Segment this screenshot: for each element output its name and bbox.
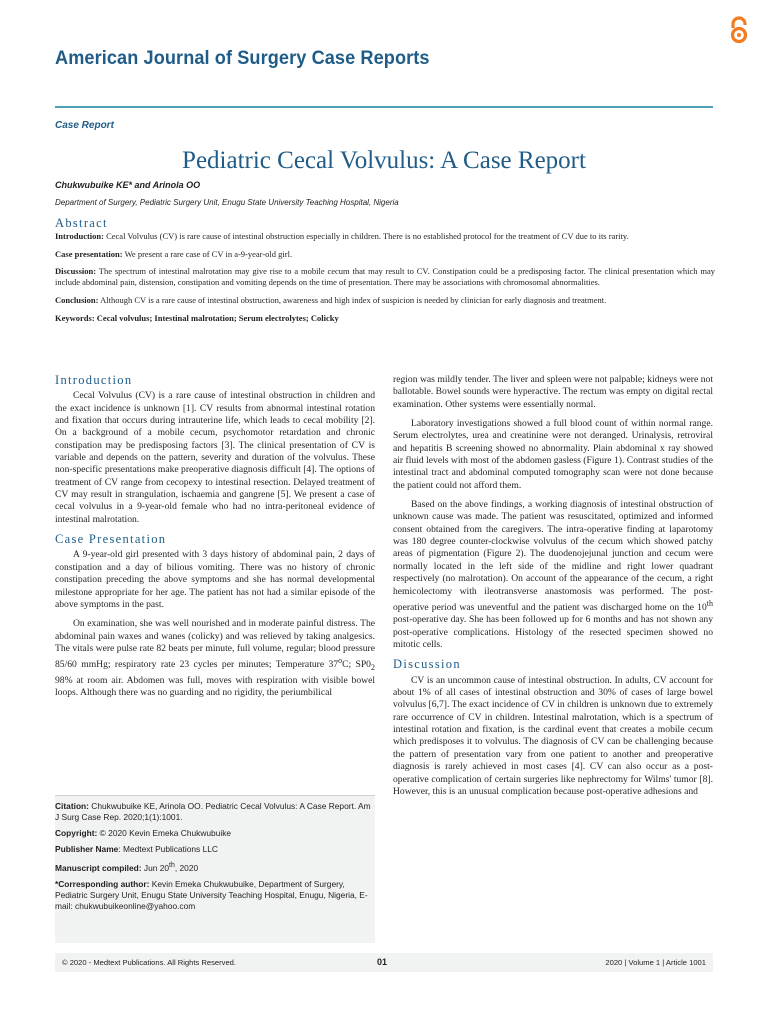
abstract-discussion-text: The spectrum of intestinal malrotation may give rise to a mobile cecum that may result to CV. Constipation could be a predisposing factor. The clinical presentation which may include abdominal pain, distension, constipation and vomiting depends on the time of presentation. There may be associations with chromosomal abnormalities. [55,266,715,288]
compiled-label: Manuscript compiled: [55,863,142,874]
footer [55,953,713,972]
article-title: Pediatric Cecal Volvulus: A Case Report [182,147,586,174]
corresponding-label: *Corresponding author: [55,879,150,890]
case-paragraph-1: A 9-year-old girl presented with 3 days history of abdominal pain, 2 days of constipation and a day of bilious vomiting. There was no history of chronic constipation preceding the above symptoms and she has normal developmental milestone appropriate for her age. The patient has not had a similar episode of the above symptoms in the past. [55,549,375,610]
copyright [55,828,375,839]
publisher-label: Publisher Name [55,844,119,855]
diagnosis-text-b: post-operative day. She has been followed up for 6 months and has not shown any post-operative complications. Histology of the resected specimen showed no mitotic cells. [393,614,713,651]
authors: Chukwubuike KE* and Arinola OO [55,180,201,190]
laboratory-paragraph: Laboratory investigations showed a full blood count of within normal range. Serum electrolytes, urea and creatinine were not deranged. Urinalysis, retroviral and hepatitis B screening showed no abnormality. Plain abdominal x ray showed air fluid levels with most of the abdomen gasless (Figure 1). Contrast studies of the intestinal tract and abdominal computed tomography scan were not done because the patient could not afford them. [393,418,713,491]
header-rule [55,106,713,108]
abstract-conclusion [55,295,715,306]
compiled-text-b: , 2020 [174,863,199,874]
abstract-intro-label: Introduction: [55,230,104,241]
abstract-discussion-label: Discussion: [55,266,97,277]
introduction-paragraph: Cecal Volvulus (CV) is a rare cause of intestinal obstruction in children and the exact incidence is unknown [1]. CV results from abnormal intestinal rotation and fixation that occurs during intrauterine life, which leads to cecal mobility [2]. On a background of a mobile cecum, psychomotor retardation and chronic constipation may be predisposing factors [3]. The clinical presentation of CV is variable and depends on the pattern, severity and duration of the volvulus. These non-specific presentations make preoperative diagnosis difficult [4]. The options of treatment of CV range from cecopexy to intestinal resection. Delayed treatment of CV may result in strangulation, ischaemia and gangrene [5]. We present a case of cecal volvulus in a 9-year-old female who had no intra-peritoneal evidence of intestinal malrotation. [55,390,375,525]
abstract-heading: Abstract [55,216,108,230]
right-column [393,374,713,805]
abstract-conclusion-text: Although CV is a rare cause of intestinal obstruction, awareness and high index of suspicion is needed by clinician for early diagnosis and treatment. [98,294,607,305]
keywords-text: Cecal volvulus; Intestinal malrotation; Serum electrolytes; Colicky [94,312,339,323]
discussion-paragraph: CV is an uncommon cause of intestinal obstruction. In adults, CV account for about 1% of all cases of intestinal obstruction and 30% of cases of large bowel volvulus [6,7]. The exact incidence of CV in children is unknown due to extremely rare occurrence of CV in children. Intestinal malrotation, which is a spectrum of intestinal rotation and fixation, is the cardinal event that creates a mobile cecum which predisposes it to volvulus. The diagnosis of CV can be challenging because the pattern of presentation vary from one patient to another and preoperative diagnosis is rarely achieved in most cases [4]. CV can also occur as a post-operative complication of certain surgeries like nephrectomy for Wilms' tumor [8]. However, this is an unusual complication because post-operative adhesions and [393,674,713,797]
case-p2-text-b: C; SP0 [342,659,371,671]
abstract-intro-text: Cecal Volvulus (CV) is rare cause of intestinal obstruction especially in children. There is no established protocol for the treatment of CV due to its rarity. [103,230,629,241]
case-paragraph-2 [55,618,375,699]
abstract-case-label: Case presentation: [55,248,123,259]
compiled-text-a: Jun 20 [141,863,170,874]
affiliation: Department of Surgery, Pediatric Surgery Unit, Enugu State University Teaching Hospital, Nigeria [55,198,399,207]
copyright-label: Copyright: [55,828,98,839]
ordinal-superscript: th [706,598,713,608]
degree-superscript: o [338,656,343,666]
article-info-box [55,795,375,943]
compiled-superscript: th [169,862,175,870]
spo2-subscript: 2 [370,663,375,673]
article-type: Case Report [55,120,114,131]
citation-label: Citation: [55,801,89,811]
copyright-text: © 2020 Kevin Emeka Chukwubuike [97,828,232,839]
introduction-heading: Introduction [55,373,133,387]
corresponding-author [55,879,375,912]
diagnosis-paragraph [393,499,713,651]
abstract-case-text: We present a rare case of CV in a-9-year-old girl. [122,248,293,259]
page-number: 01 [377,957,388,967]
citation-text: Chukwubuike KE, Arinola OO. Pediatric Cecal Volvulus: A Case Report. Am J Surg Case Rep. 2020;1(1):1001. [55,801,371,823]
left-column [55,374,375,706]
discussion-heading: Discussion [393,657,461,672]
abstract [55,218,715,331]
abstract-discussion [55,266,715,288]
open-access-icon [726,16,752,44]
footer-copyright: © 2020 - Medtext Publications. All Rights Reserved. [62,958,237,967]
publisher [55,844,375,855]
abstract-case [55,249,715,260]
case-p2-text-c: 98% at room air. Abdomen was full, moves with respiration with visible bowel loops. Although there was no guarding and no rigidity, the periumbilical [55,674,375,698]
abstract-conclusion-label: Conclusion: [55,294,99,305]
keywords-label: Keywords: [55,312,95,323]
case-p2-text-a: On examination, she was well nourished and in moderate painful distress. The abdominal pain waxes and wanes (colicky) and was relieved by taking analgesics. The vitals were pulse rate 82 beats per minute, full volume, regular; blood pressure 85/60 mmHg; respiratory rate 23 cycles per minutes; Temperature 37 [55,618,375,671]
corresponding-text: Kevin Emeka Chukwubuike, Department of Surgery, Pediatric Surgery Unit, Enugu State University Teaching Hospital, Enugu, Nigeria, E-mail: chukwubuikeonline@yahoo.com [55,879,368,912]
case-continued-paragraph: region was mildly tender. The liver and spleen were not palpable; kidneys were not ballotable. Bowel sounds were hyperactive. The rectum was empty on digital rectal examination. Other systems were essentially normal. [393,374,713,410]
diagnosis-text-a: Based on the above findings, a working diagnosis of intestinal obstruction of unknown cause was made. The patient was resuscitated, optimized and informed consent obtained from the caregivers. The intra-operative finding at laparotomy was 180 degree counter-clockwise volvulus of the cecum which showed patchy areas of pigmentation (Figure 2). The duodenojejunal junction and cecum were normally located in the left side of the midline and right lower quadrant respectively (no malrotation). On account of the appearance of the cecum, a right hemicolectomy with ileotransverse anastomosis was performed. The post-operative period was uneventful and the patient was discharged home on the 10 [393,499,713,614]
footer-issue: 2020 | Volume 1 | Article 1001 [605,958,706,967]
citation [55,801,375,823]
manuscript-compiled [55,860,375,874]
journal-title: American Journal of Surgery Case Reports [55,47,430,69]
publisher-text: : Medtext Publications LLC [118,844,218,855]
abstract-introduction [55,231,715,242]
case-presentation-heading: Case Presentation [55,532,167,547]
keywords [55,313,715,324]
